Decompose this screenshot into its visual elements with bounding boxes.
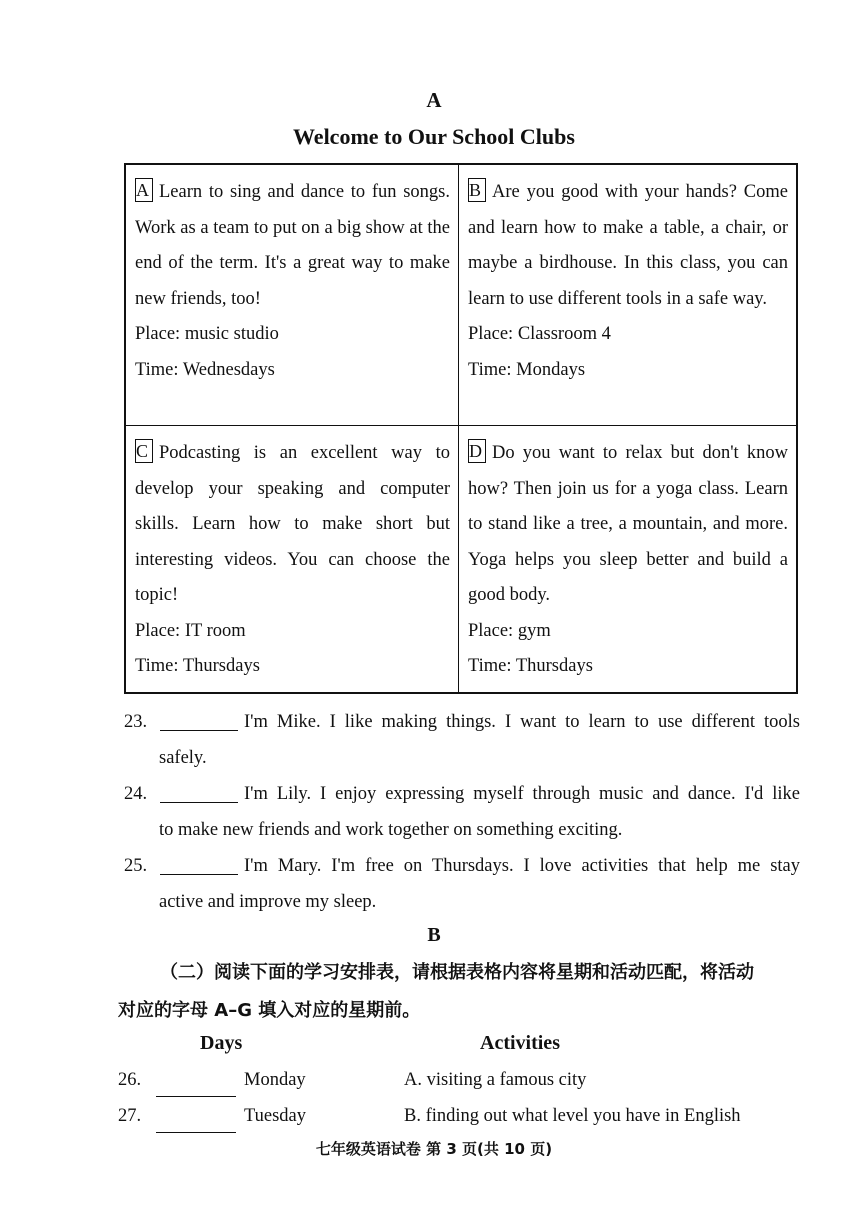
question-text: I'm Mike. I like making things. I want to learn to use different tools	[244, 712, 800, 732]
answer-blank[interactable]	[160, 784, 238, 803]
question-text-cont: to make new friends and work together on something exciting.	[159, 820, 623, 840]
question-text: I'm Lily. I enjoy expressing myself through music and dance. I'd like	[244, 784, 800, 804]
answer-blank[interactable]	[156, 1078, 236, 1097]
club-time: Time: Thursdays	[468, 656, 593, 676]
answer-blank[interactable]	[156, 1114, 236, 1133]
row-activity: A. visiting a famous city	[404, 1070, 587, 1090]
club-place: Place: Classroom 4	[468, 324, 611, 344]
question-text-cont: active and improve my sleep.	[159, 892, 377, 912]
club-time: Time: Wednesdays	[135, 359, 275, 380]
question-text: I'm Mary. I'm free on Thursdays. I love activities that help me stay	[244, 856, 800, 876]
row-activity: B. finding out what level you have in English	[404, 1106, 741, 1126]
club-cell-c	[126, 426, 459, 692]
question-number: 25.	[124, 856, 148, 876]
row-day: Tuesday	[244, 1106, 307, 1126]
club-description: Do you want to relax but don't know how? Then join us for a yoga class. Learn to stand like a tree, a mountain, and more. Yoga helps you sleep better and build a good body.	[468, 443, 788, 605]
section-b-label: B	[427, 924, 441, 946]
question-number: 24.	[124, 784, 148, 804]
activities-column-header: Activities	[480, 1032, 560, 1054]
days-column-header: Days	[200, 1032, 243, 1054]
answer-blank[interactable]	[160, 856, 238, 875]
club-place: Place: music studio	[135, 324, 279, 344]
club-letter-box: B	[468, 178, 486, 202]
section-a-label: A	[426, 88, 442, 112]
clubs-table	[124, 163, 798, 694]
club-letter-box: A	[135, 178, 153, 202]
question-text-cont: safely.	[159, 748, 207, 768]
club-cell-b	[459, 165, 796, 426]
club-time: Time: Thursdays	[135, 656, 260, 676]
instruction-line-2: 对应的字母 A–G 填入对应的星期前。	[118, 1000, 421, 1021]
row-number: 26.	[118, 1070, 142, 1090]
passage-title: Welcome to Our School Clubs	[293, 124, 575, 149]
page-footer: 七年级英语试卷 第 3 页(共 10 页)	[315, 1140, 553, 1158]
club-cell-a	[126, 165, 459, 426]
club-description: Are you good with your hands? Come and learn how to make a table, a chair, or maybe a birdhouse. In this class, you can learn to use different tools in a safe way.	[468, 182, 788, 309]
answer-blank[interactable]	[160, 712, 238, 731]
club-letter-box: D	[468, 439, 486, 463]
question-number: 23.	[124, 712, 148, 732]
club-place: Place: IT room	[135, 620, 246, 641]
row-number: 27.	[118, 1106, 142, 1126]
row-day: Monday	[244, 1070, 306, 1090]
club-letter-box: C	[135, 439, 153, 463]
club-description: Podcasting is an excellent way to develop your speaking and computer skills. Learn how to make short but interesting videos. You can choose the topic!	[135, 443, 450, 605]
club-time: Time: Mondays	[468, 359, 586, 380]
club-description: Learn to sing and dance to fun songs. Work as a team to put on a big show at the end of the term. It's a great way to make new friends, too!	[135, 182, 450, 309]
instruction-line-1: （二）阅读下面的学习安排表，请根据表格内容将星期和活动匹配，将活动	[160, 962, 754, 983]
club-place: Place: gym	[468, 620, 551, 641]
club-cell-d	[459, 426, 796, 692]
